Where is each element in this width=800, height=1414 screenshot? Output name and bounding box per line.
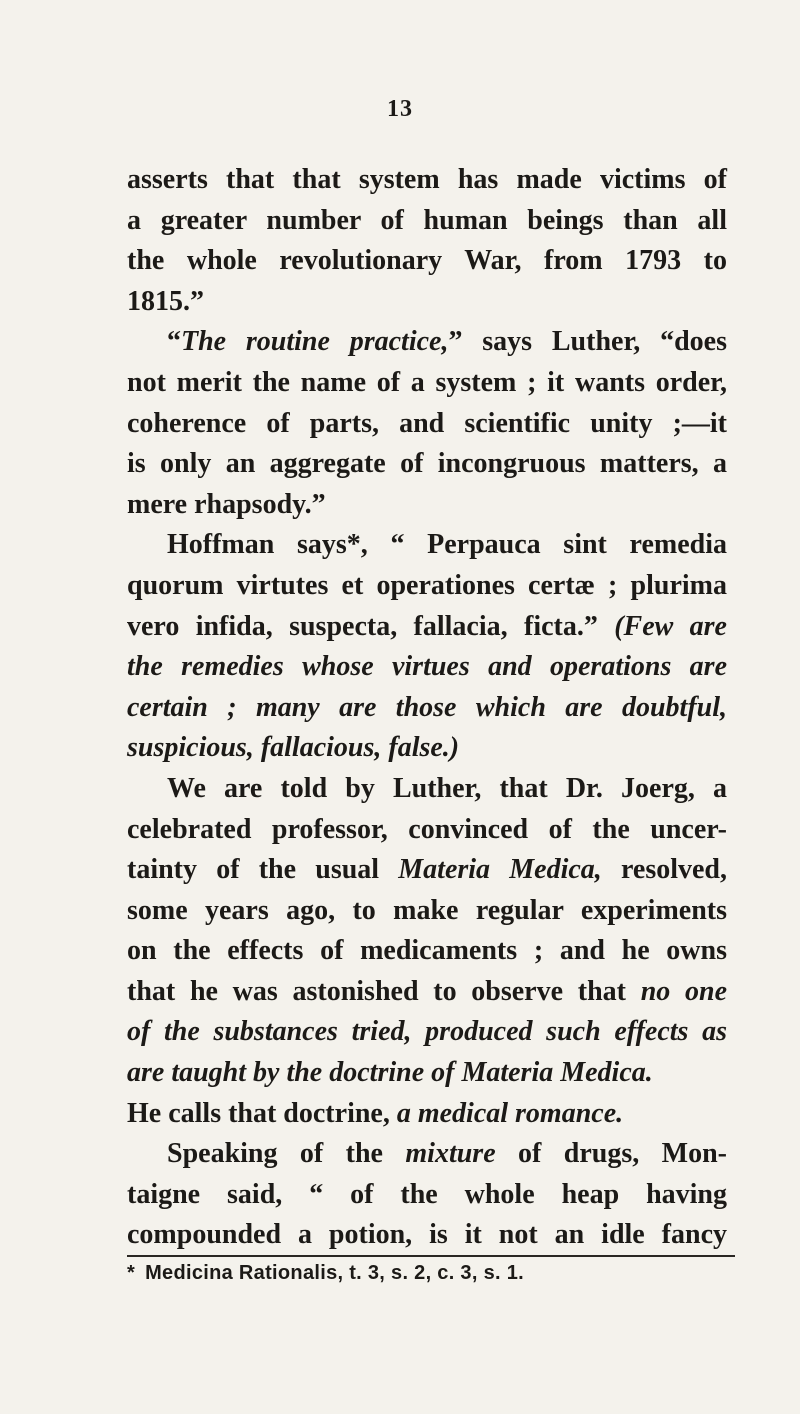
italic-text: of the substances tried, produced such effects as bbox=[127, 1016, 727, 1048]
text-line bbox=[127, 607, 727, 648]
text-run: on the effects of medicaments ; and he owns bbox=[127, 935, 727, 967]
text-run: quorum virtutes et operationes certæ ; plurima bbox=[127, 569, 727, 601]
text-line bbox=[127, 363, 727, 404]
text-line bbox=[127, 525, 727, 566]
text-line bbox=[127, 1175, 727, 1216]
text-line bbox=[127, 1215, 727, 1256]
text-line bbox=[127, 931, 727, 972]
text-line bbox=[127, 322, 727, 363]
text-run: resolved, bbox=[601, 854, 728, 886]
text-run: is only an aggregate of incongruous matters, a bbox=[127, 448, 727, 480]
italic-text: certain ; many are those which are doubtful, bbox=[127, 691, 727, 723]
text-run: compounded a potion, is it not an idle fancy bbox=[127, 1219, 727, 1251]
body-text bbox=[127, 160, 727, 1256]
text-run: the whole revolutionary War, from 1793 to bbox=[127, 245, 727, 277]
text-line bbox=[127, 1012, 727, 1053]
italic-text: Materia Medica, bbox=[398, 854, 602, 886]
italic-text: suspicious, fallacious, false.) bbox=[127, 732, 460, 764]
text-run: a greater number of human beings than all bbox=[127, 204, 727, 236]
text-run: He calls that doctrine, bbox=[127, 1097, 397, 1129]
text-run: some years ago, to make regular experiments bbox=[127, 894, 727, 926]
text-line bbox=[127, 647, 727, 688]
text-line bbox=[127, 972, 727, 1013]
text-run: coherence of parts, and scientific unity ;—it bbox=[127, 407, 727, 439]
text-run: ” says Luther, “does bbox=[448, 326, 728, 358]
text-run: celebrated professor, convinced of the uncer- bbox=[127, 813, 727, 845]
text-run: “ bbox=[167, 326, 181, 358]
text-run: Speaking of the bbox=[167, 1138, 406, 1170]
text-run: mere rhapsody.” bbox=[127, 488, 326, 520]
page-number: 13 bbox=[387, 96, 413, 122]
text-run: 1815.” bbox=[127, 285, 204, 317]
text-run: Hoffman says*, “ Perpauca sint remedia bbox=[167, 529, 727, 561]
text-line bbox=[127, 1053, 727, 1094]
text-line bbox=[127, 810, 727, 851]
text-run: not merit the name of a system ; it wants order, bbox=[127, 366, 727, 398]
text-run: We are told by Luther, that Dr. Joerg, a bbox=[167, 772, 727, 804]
footnote bbox=[127, 1262, 735, 1285]
italic-text: are taught by the doctrine of Materia Medica. bbox=[127, 1057, 653, 1089]
text-line bbox=[127, 444, 727, 485]
text-line bbox=[127, 566, 727, 607]
text-line bbox=[127, 891, 727, 932]
text-line bbox=[127, 769, 727, 810]
italic-text: no one bbox=[640, 975, 727, 1007]
text-line bbox=[127, 1134, 727, 1175]
text-line bbox=[127, 728, 727, 769]
text-line bbox=[127, 241, 727, 282]
text-line bbox=[127, 160, 727, 201]
text-line bbox=[127, 201, 727, 242]
footnote-text: Medicina Rationalis, t. 3, s. 2, c. 3, s. 1. bbox=[145, 1262, 524, 1284]
italic-text: the remedies whose virtues and operations are bbox=[127, 651, 727, 683]
italic-text: mixture bbox=[405, 1138, 496, 1170]
footnote-mark: * bbox=[127, 1262, 136, 1284]
text-line bbox=[127, 1094, 727, 1135]
text-run: vero infida, suspecta, fallacia, ficta.” bbox=[127, 610, 615, 642]
text-run: asserts that that system has made victims of bbox=[127, 164, 727, 195]
italic-text: The routine practice, bbox=[181, 326, 449, 358]
text-line bbox=[127, 688, 727, 729]
italic-text: a medical romance. bbox=[396, 1097, 624, 1129]
italic-text: (Few are bbox=[614, 610, 727, 642]
text-run: taigne said, “ of the whole heap having bbox=[127, 1178, 727, 1210]
text-line bbox=[127, 404, 727, 445]
text-run: that he was astonished to observe that bbox=[127, 975, 641, 1007]
text-line bbox=[127, 282, 727, 323]
text-run: of drugs, Mon- bbox=[495, 1138, 727, 1170]
footnote-rule bbox=[127, 1255, 735, 1257]
text-run: tainty of the usual bbox=[127, 854, 399, 886]
text-line bbox=[127, 850, 727, 891]
text-line bbox=[127, 485, 727, 526]
